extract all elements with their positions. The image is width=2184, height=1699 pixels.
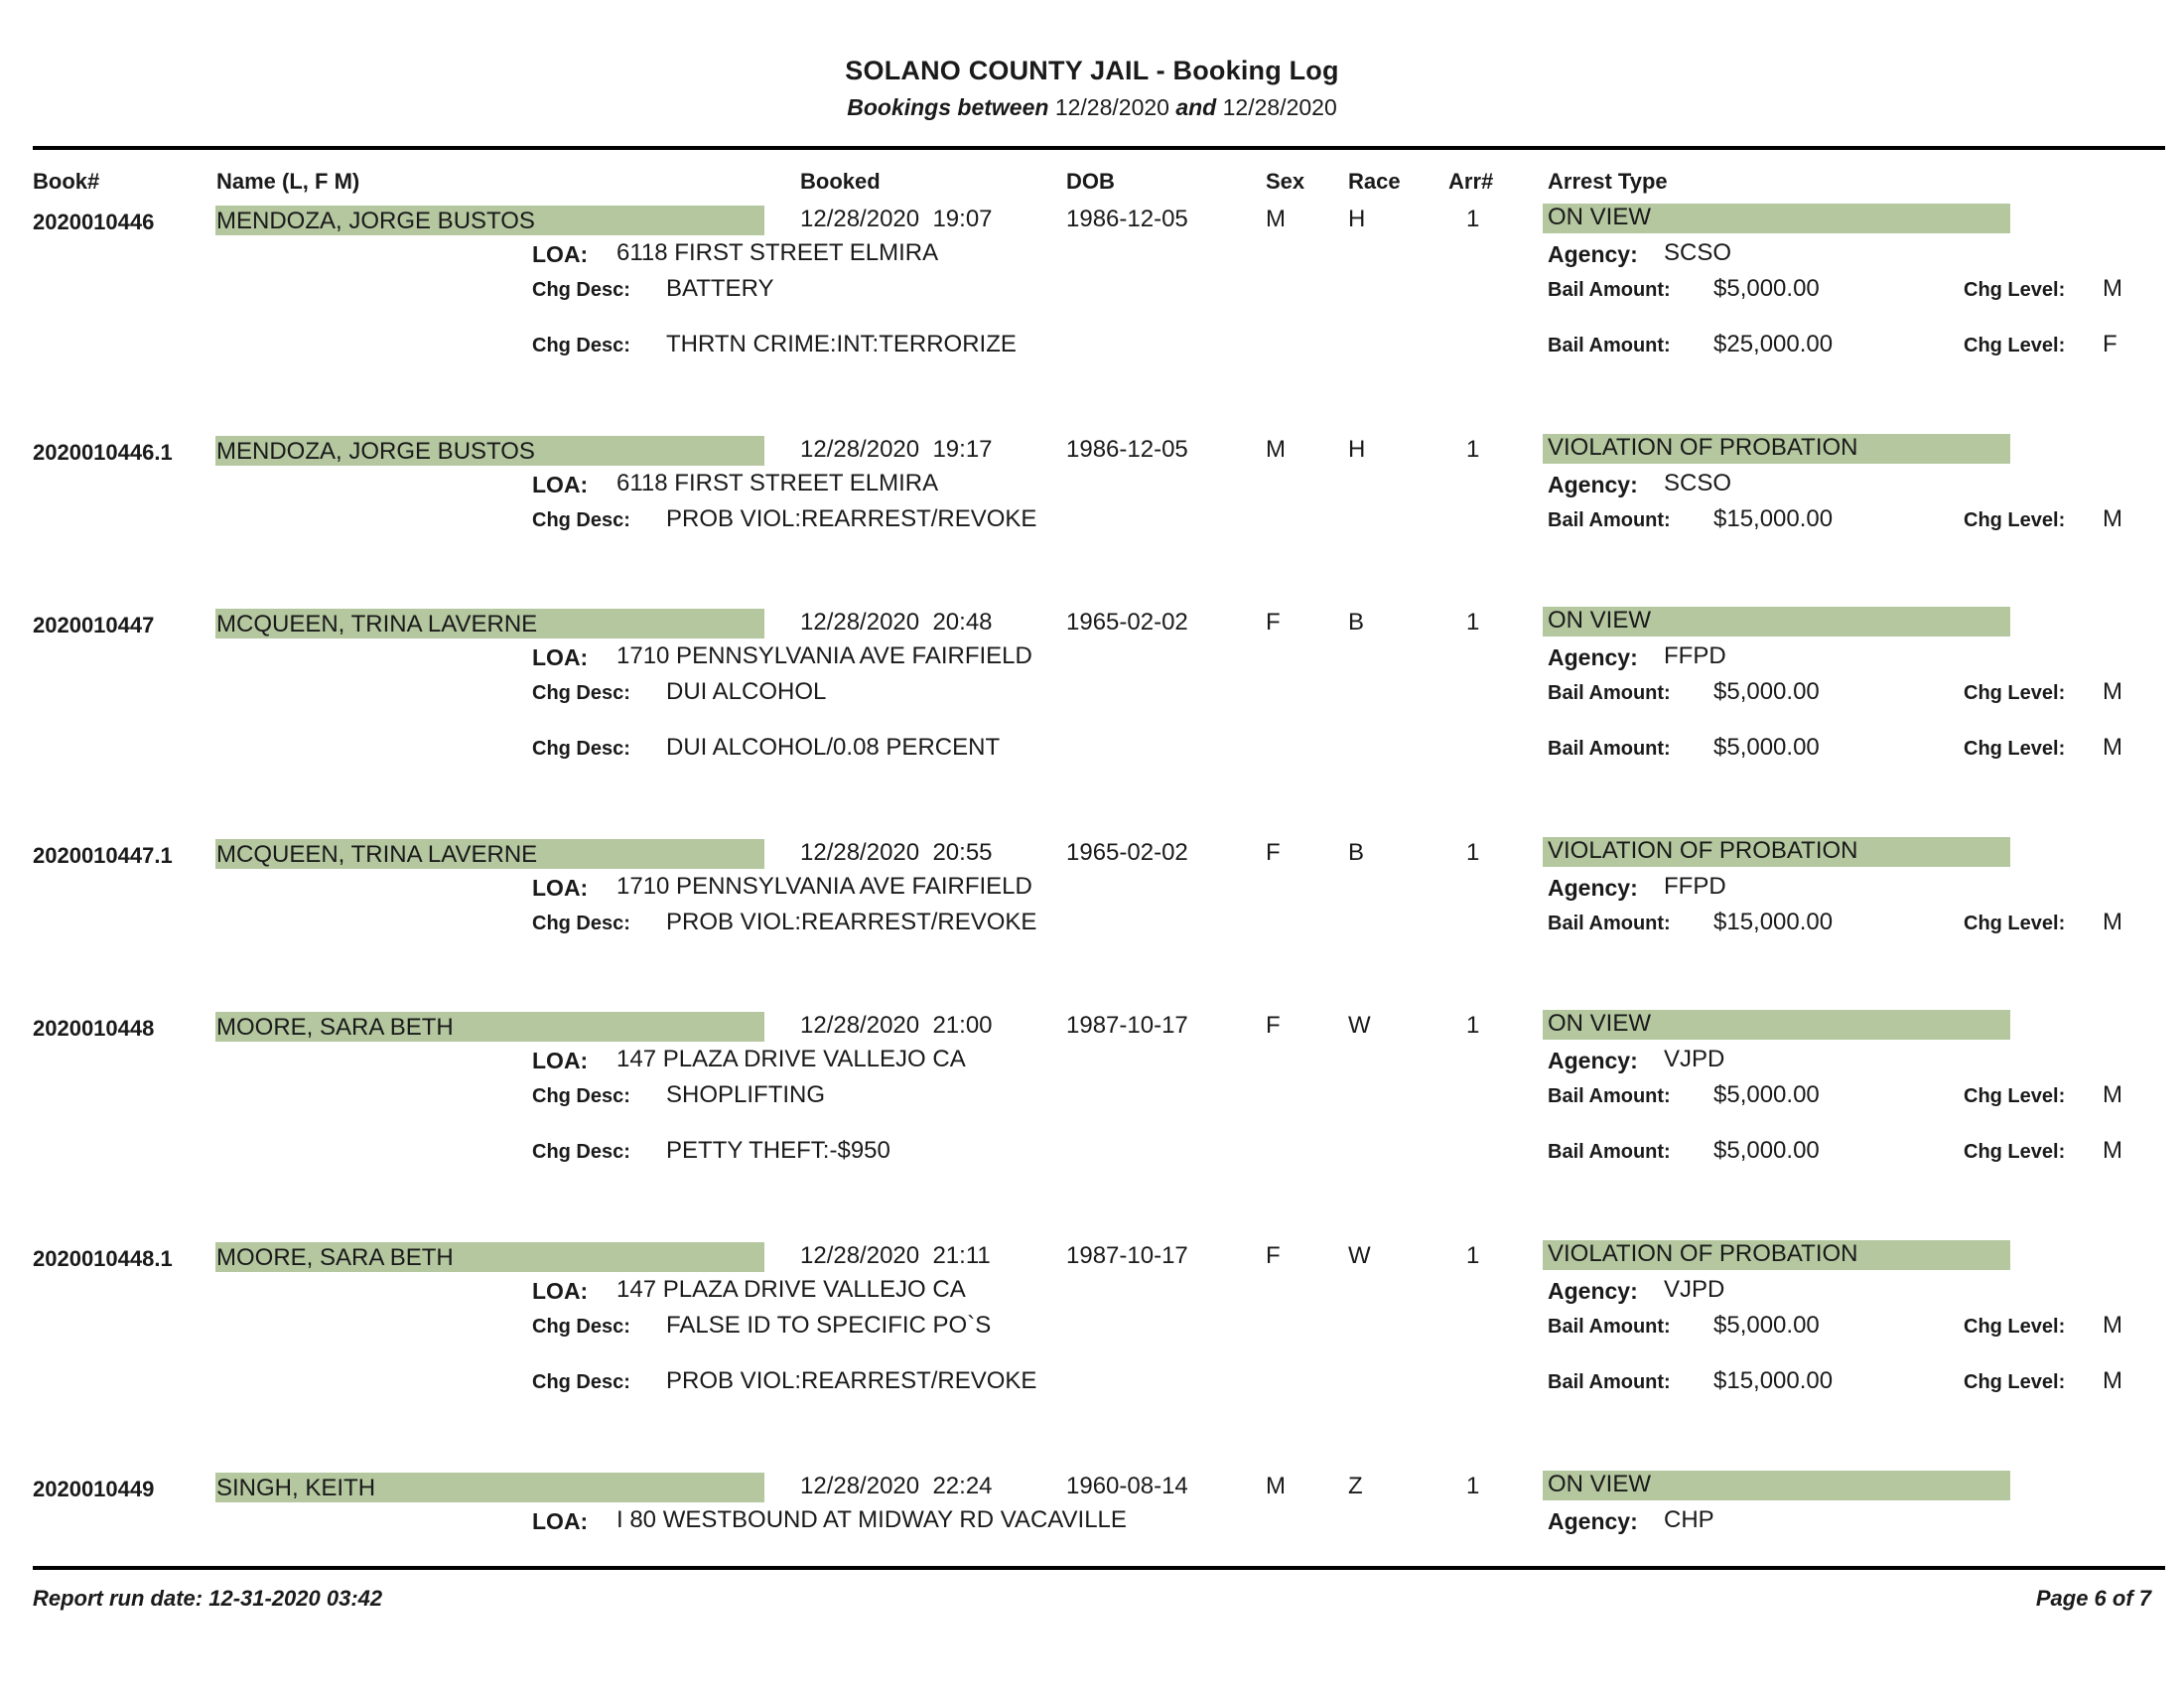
chg-level-label: Chg Level:: [1964, 1371, 2066, 1393]
race: W: [1348, 1242, 1371, 1269]
booked-datetime: 12/28/2020 21:11: [800, 1242, 991, 1269]
booked-datetime: 12/28/2020 20:55: [800, 839, 993, 866]
bail-amount: $15,000.00: [1713, 1367, 1834, 1394]
booked-datetime: 12/28/2020 19:07: [800, 206, 993, 232]
bail-amount-label: Bail Amount:: [1548, 682, 1671, 704]
charge-level: M: [2103, 1081, 2122, 1108]
agency-label: Agency:: [1548, 241, 1638, 267]
charge-level: M: [2103, 275, 2122, 302]
page-number: Page 6 of 7: [2035, 1586, 2151, 1611]
dob: 1965-02-02: [1066, 839, 1188, 866]
agency: CHP: [1664, 1506, 1714, 1533]
subtitle-prefix: Bookings between: [847, 94, 1049, 120]
chg-desc-label: Chg Desc:: [532, 738, 630, 760]
inmate-name: MENDOZA, JORGE BUSTOS: [216, 438, 535, 465]
chg-desc-label: Chg Desc:: [532, 1371, 630, 1393]
bail-amount: $5,000.00: [1713, 1312, 1820, 1339]
chg-desc-label: Chg Desc:: [532, 913, 630, 934]
sex: F: [1266, 1242, 1281, 1269]
agency: FFPD: [1664, 642, 1726, 669]
bail-amount-label: Bail Amount:: [1548, 335, 1671, 356]
chg-desc-label: Chg Desc:: [532, 1141, 630, 1163]
booking-record: [0, 1471, 2184, 1699]
loa-label: LOA:: [532, 875, 589, 901]
sex: F: [1266, 609, 1281, 636]
sex: M: [1266, 206, 1286, 232]
chg-level-label: Chg Level:: [1964, 1141, 2066, 1163]
booking-record: [0, 204, 2184, 432]
bail-amount: $5,000.00: [1713, 678, 1820, 705]
chg-desc-label: Chg Desc:: [532, 1316, 630, 1338]
charge-description: DUI ALCOHOL/0.08 PERCENT: [666, 734, 1001, 761]
charge-description: FALSE ID TO SPECIFIC PO`S: [666, 1312, 992, 1339]
agency-label: Agency:: [1548, 1048, 1638, 1073]
date-from: 12/28/2020: [1054, 94, 1169, 120]
loa-address: 147 PLAZA DRIVE VALLEJO CA: [616, 1276, 966, 1303]
arrest-type: ON VIEW: [1548, 1471, 1652, 1497]
loa-label: LOA:: [532, 1278, 589, 1304]
agency: SCSO: [1664, 239, 1732, 266]
booked-datetime: 12/28/2020 20:48: [800, 609, 993, 636]
bail-amount-label: Bail Amount:: [1548, 1141, 1671, 1163]
sex: F: [1266, 839, 1281, 866]
bail-amount: $5,000.00: [1713, 1081, 1820, 1108]
charge-description: PROB VIOL:REARREST/REVOKE: [666, 1367, 1037, 1394]
booking-record: [0, 1010, 2184, 1238]
charge-description: BATTERY: [666, 275, 774, 302]
bail-amount: $15,000.00: [1713, 505, 1834, 532]
agency: VJPD: [1664, 1276, 1725, 1303]
col-header-book: Book#: [33, 169, 100, 194]
dob: 1960-08-14: [1066, 1473, 1188, 1499]
bail-amount-label: Bail Amount:: [1548, 1316, 1671, 1338]
top-divider: [33, 146, 2165, 150]
arrest-type: VIOLATION OF PROBATION: [1548, 1240, 1858, 1267]
race: H: [1348, 436, 1366, 463]
charge-level: F: [2103, 331, 2117, 357]
loa-label: LOA:: [532, 472, 589, 497]
bail-amount-label: Bail Amount:: [1548, 738, 1671, 760]
arrest-number: 1: [1466, 1012, 1480, 1039]
booked-datetime: 12/28/2020 19:17: [800, 436, 993, 463]
arrest-number: 1: [1466, 839, 1480, 866]
loa-label: LOA:: [532, 1048, 589, 1073]
arrest-type: VIOLATION OF PROBATION: [1548, 837, 1858, 864]
dob: 1986-12-05: [1066, 206, 1188, 232]
arrest-number: 1: [1466, 1473, 1480, 1499]
bail-amount: $5,000.00: [1713, 734, 1820, 761]
date-to: 12/28/2020: [1222, 94, 1337, 120]
chg-level-label: Chg Level:: [1964, 682, 2066, 704]
bail-amount-label: Bail Amount:: [1548, 509, 1671, 531]
col-header-name: Name (L, F M): [216, 169, 360, 194]
arrest-number: 1: [1466, 1242, 1480, 1269]
inmate-name: SINGH, KEITH: [216, 1475, 376, 1501]
agency-label: Agency:: [1548, 1278, 1638, 1304]
bottom-divider: [33, 1566, 2165, 1570]
loa-address: 147 PLAZA DRIVE VALLEJO CA: [616, 1046, 966, 1072]
charge-level: M: [2103, 909, 2122, 935]
race: Z: [1348, 1473, 1363, 1499]
charge-description: PROB VIOL:REARREST/REVOKE: [666, 505, 1037, 532]
inmate-name: MOORE, SARA BETH: [216, 1014, 454, 1041]
agency-label: Agency:: [1548, 472, 1638, 497]
race: H: [1348, 206, 1366, 232]
loa-address: I 80 WESTBOUND AT MIDWAY RD VACAVILLE: [616, 1506, 1127, 1533]
agency: SCSO: [1664, 470, 1732, 496]
chg-desc-label: Chg Desc:: [532, 682, 630, 704]
sex: F: [1266, 1012, 1281, 1039]
arrest-number: 1: [1466, 609, 1480, 636]
loa-address: 6118 FIRST STREET ELMIRA: [616, 239, 939, 266]
inmate-name: MENDOZA, JORGE BUSTOS: [216, 208, 535, 234]
chg-desc-label: Chg Desc:: [532, 279, 630, 301]
arrest-number: 1: [1466, 436, 1480, 463]
chg-desc-label: Chg Desc:: [532, 509, 630, 531]
agency-label: Agency:: [1548, 644, 1638, 670]
dob: 1986-12-05: [1066, 436, 1188, 463]
chg-level-label: Chg Level:: [1964, 1316, 2066, 1338]
inmate-name: MCQUEEN, TRINA LAVERNE: [216, 841, 538, 868]
chg-level-label: Chg Level:: [1964, 913, 2066, 934]
loa-address: 1710 PENNSYLVANIA AVE FAIRFIELD: [616, 873, 1032, 900]
charge-description: PROB VIOL:REARREST/REVOKE: [666, 909, 1037, 935]
charge-description: PETTY THEFT:-$950: [666, 1137, 890, 1164]
race: B: [1348, 839, 1365, 866]
bail-amount: $25,000.00: [1713, 331, 1834, 357]
bail-amount-label: Bail Amount:: [1548, 279, 1671, 301]
chg-level-label: Chg Level:: [1964, 509, 2066, 531]
booked-datetime: 12/28/2020 22:24: [800, 1473, 993, 1499]
col-header-sex: Sex: [1266, 169, 1305, 194]
booking-record: [0, 607, 2184, 835]
arrest-type: ON VIEW: [1548, 1010, 1652, 1037]
chg-level-label: Chg Level:: [1964, 738, 2066, 760]
loa-label: LOA:: [532, 241, 589, 267]
report-run-date: Report run date: 12-31-2020 03:42: [33, 1586, 383, 1611]
charge-description: DUI ALCOHOL: [666, 678, 827, 705]
booking-record: [0, 1240, 2184, 1469]
race: B: [1348, 609, 1365, 636]
chg-level-label: Chg Level:: [1964, 279, 2066, 301]
dob: 1987-10-17: [1066, 1012, 1188, 1039]
chg-level-label: Chg Level:: [1964, 335, 2066, 356]
arrest-number: 1: [1466, 206, 1480, 232]
inmate-name: MCQUEEN, TRINA LAVERNE: [216, 611, 538, 637]
charge-level: M: [2103, 1367, 2122, 1394]
bail-amount: $5,000.00: [1713, 1137, 1820, 1164]
arrest-type: VIOLATION OF PROBATION: [1548, 434, 1858, 461]
bail-amount-label: Bail Amount:: [1548, 913, 1671, 934]
col-header-dob: DOB: [1066, 169, 1115, 194]
loa-address: 1710 PENNSYLVANIA AVE FAIRFIELD: [616, 642, 1032, 669]
bail-amount-label: Bail Amount:: [1548, 1371, 1671, 1393]
charge-level: M: [2103, 1137, 2122, 1164]
chg-desc-label: Chg Desc:: [532, 1085, 630, 1107]
report-title: SOLANO COUNTY JAIL - Booking Log: [845, 56, 1339, 85]
loa-label: LOA:: [532, 644, 589, 670]
agency-label: Agency:: [1548, 1508, 1638, 1534]
sex: M: [1266, 1473, 1286, 1499]
sex: M: [1266, 436, 1286, 463]
col-header-arr: Arr#: [1448, 169, 1494, 194]
bail-amount: $5,000.00: [1713, 275, 1820, 302]
booked-datetime: 12/28/2020 21:00: [800, 1012, 993, 1039]
book-number: 2020010446.1: [33, 440, 173, 465]
book-number: 2020010447.1: [33, 843, 173, 868]
col-header-arrest-type: Arrest Type: [1548, 169, 1668, 194]
col-header-race: Race: [1348, 169, 1401, 194]
loa-address: 6118 FIRST STREET ELMIRA: [616, 470, 939, 496]
book-number: 2020010449: [33, 1477, 155, 1501]
charge-description: SHOPLIFTING: [666, 1081, 826, 1108]
report-subtitle: [0, 94, 2184, 121]
arrest-type: ON VIEW: [1548, 204, 1652, 230]
charge-level: M: [2103, 734, 2122, 761]
bail-amount: $15,000.00: [1713, 909, 1834, 935]
loa-label: LOA:: [532, 1508, 589, 1534]
agency-label: Agency:: [1548, 875, 1638, 901]
book-number: 2020010448.1: [33, 1246, 173, 1271]
book-number: 2020010448: [33, 1016, 155, 1041]
book-number: 2020010447: [33, 613, 155, 637]
dob: 1965-02-02: [1066, 609, 1188, 636]
charge-level: M: [2103, 678, 2122, 705]
charge-level: M: [2103, 1312, 2122, 1339]
chg-level-label: Chg Level:: [1964, 1085, 2066, 1107]
subtitle-and: and: [1175, 94, 1217, 120]
chg-desc-label: Chg Desc:: [532, 335, 630, 356]
dob: 1987-10-17: [1066, 1242, 1188, 1269]
bail-amount-label: Bail Amount:: [1548, 1085, 1671, 1107]
agency: FFPD: [1664, 873, 1726, 900]
race: W: [1348, 1012, 1371, 1039]
inmate-name: MOORE, SARA BETH: [216, 1244, 454, 1271]
arrest-type: ON VIEW: [1548, 607, 1652, 634]
charge-level: M: [2103, 505, 2122, 532]
charge-description: THRTN CRIME:INT:TERRORIZE: [666, 331, 1017, 357]
col-header-booked: Booked: [800, 169, 881, 194]
book-number: 2020010446: [33, 210, 155, 234]
agency: VJPD: [1664, 1046, 1725, 1072]
